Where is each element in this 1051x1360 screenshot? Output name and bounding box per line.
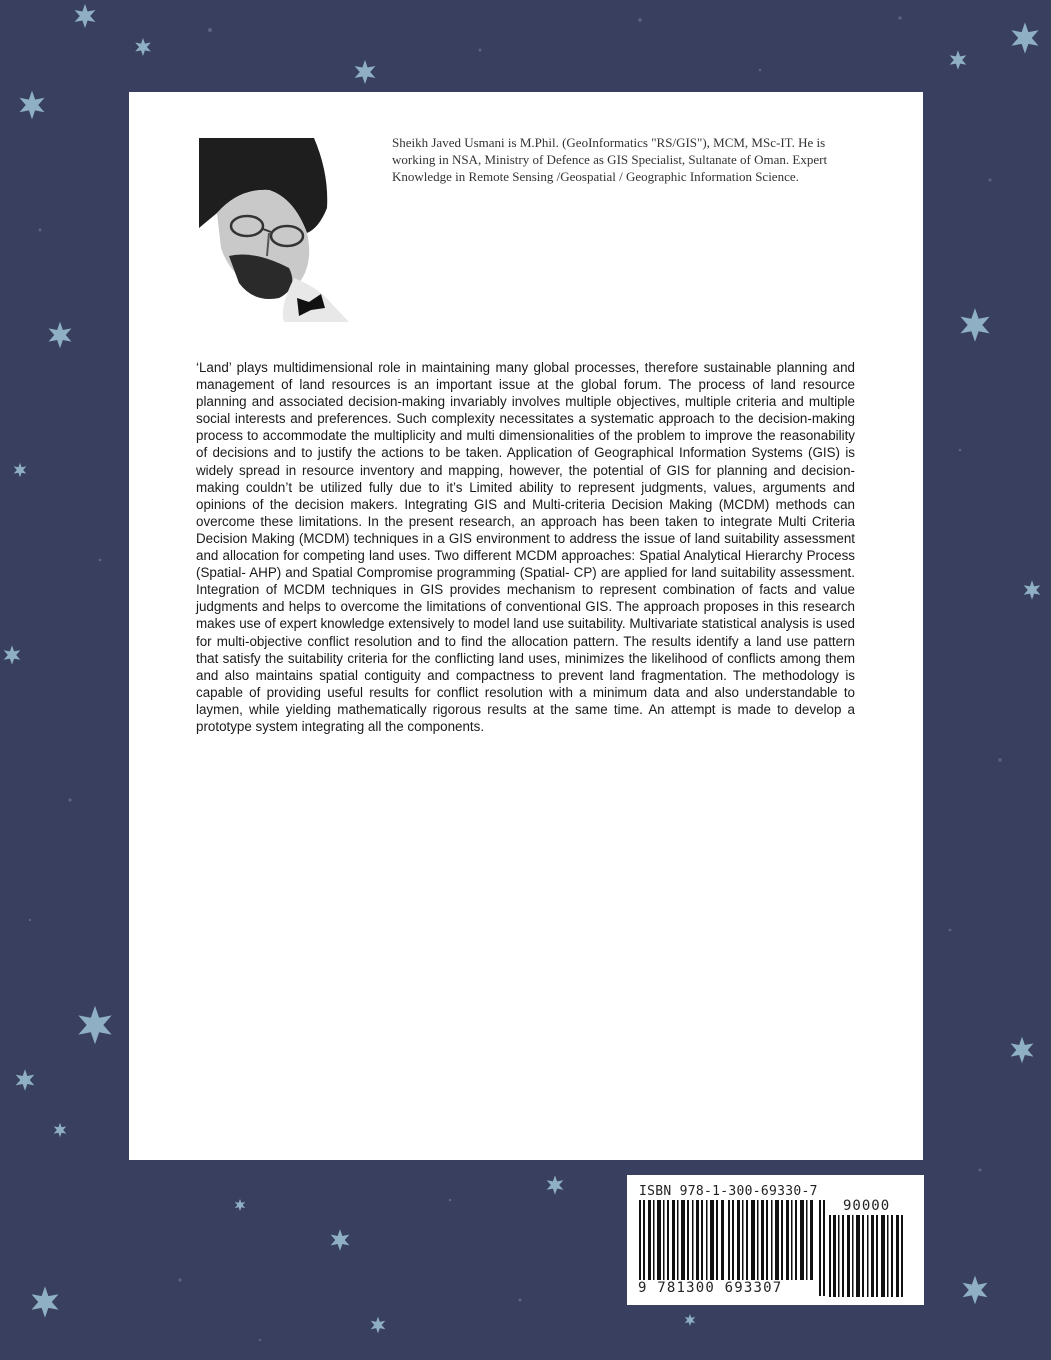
ean-digits: 9 781300 693307 <box>638 1280 783 1296</box>
addon-code: 90000 <box>843 1198 891 1214</box>
back-cover-panel <box>129 92 923 1160</box>
addon-barcode-bars <box>829 1215 905 1297</box>
author-photo <box>199 138 349 322</box>
isbn-label: ISBN 978-1-300-69330-7 <box>639 1184 818 1199</box>
author-bio: Sheikh Javed Usmani is M.Phil. (GeoInformatics "RS/GIS"), MCM, MSc-IT. He is working in NSA, Ministry of Defence as GIS Specialist, Sultanate of Oman. Expert Knowledge in Remote Sensing /Geospatial / Geographic Information Science. <box>392 135 828 184</box>
isbn-barcode <box>627 1175 924 1305</box>
book-abstract: ‘Land’ plays multidimensional role in maintaining many global processes, therefore sustainable planning and management of land resources is an important issue at the global forum. The process of land resource planning and associated decision-making invariably involves multiple objectives, multiple criteria and multiple social interests and preferences. Such complexity necessitates a systematic approach to the decision-making process to accommodate the multiplicity and multi dimensionalities of the problem to improve the reasonability of decisions and to justify the actions to be taken. Application of Geographical Information Systems (GIS) is widely spread in resource inventory and mapping, however, the potential of GIS for planning and decision-making couldn’t be utilized fully due to it’s Limited ability to represent judgments, values, arguments and opinions of the decision makers. Integrating GIS and Multi-criteria Decision Making (MCDM) methods can overcome these limitations. In the present research, an approach has been taken to integrate Multi Criteria Decision Making (MCDM) techniques in a GIS environment to address the issue of land suitability assessment and allocation for competing land uses. Two different MCDM approaches: Spatial Analytical Hierarchy Process (Spatial- AHP) and Spatial Compromise programming (Spatial- CP) are applied for land suitability assessment. Integration of MCDM techniques in GIS provides mechanism to represent combination of facts and value judgments and helps to overcome the limitations of conventional GIS. The approach proposes in this research makes use of expert knowledge extensively to model land use suitability. Multivariate statistical analysis is used for multi-objective conflict resolution and to find the allocation pattern. The results identify a land use pattern that satisfy the suitability criteria for the conflicting land uses, minimizes the likelihood of conflicts among them and also maintains spatial contiguity and compactness to prevent land fragmentation. The methodology is capable of providing useful results for conflict resolution with a minimum data and also understandable to laymen, while yielding mathematically rigorous results at the same time. An attempt is made to develop a prototype system integrating all the components. <box>196 360 855 734</box>
